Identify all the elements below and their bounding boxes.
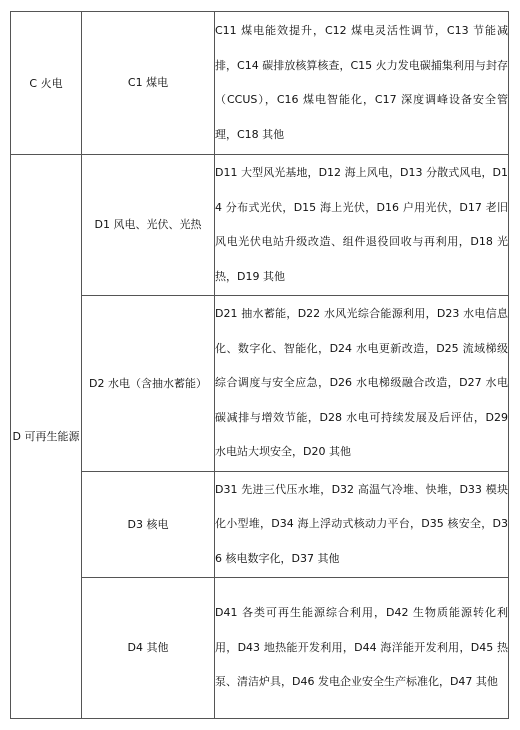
table-row-d4 [11,578,509,719]
subcategory-cell-c1: C1 煤电 [82,12,215,155]
description-cell-d2: D21 抽水蓄能，D22 水风光综合能源利用，D23 水电信息化、数字化、智能化，D24 水电更新改造，D25 流域梯级综合调度与安全应急，D26 水电梯级融合改造，D27 水电碳减排与增效节能，D28 水电可持续发展及后评估，D29 水电站大坝安全，D20 其他 [215,296,509,472]
table-row-d2 [11,296,509,472]
description-cell-d3: D31 先进三代压水堆，D32 高温气冷堆、快堆，D33 模块化小型堆，D34 海上浮动式核动力平台，D35 核安全，D36 核电数字化，D37 其他 [215,472,509,578]
description-cell-d4: D41 各类可再生能源综合利用，D42 生物质能源转化利用，D43 地热能开发利用，D44 海洋能开发利用，D45 热泵、清洁炉具，D46 发电企业安全生产标准化，D47 其他 [215,578,509,719]
category-cell-c: C 火电 [11,12,82,155]
subcategory-cell-d2: D2 水电（含抽水蓄能） [82,296,215,472]
description-cell-c1: C11 煤电能效提升，C12 煤电灵活性调节，C13 节能减排，C14 碳排放核算核查，C15 火力发电碳捕集利用与封存（CCUS），C16 煤电智能化，C17 深度调峰设备安全管理，C18 其他 [215,12,509,155]
subcategory-cell-d4: D4 其他 [82,578,215,719]
energy-category-table [10,11,509,719]
description-cell-d1: D11 大型风光基地，D12 海上风电，D13 分散式风电，D14 分布式光伏，D15 海上光伏，D16 户用光伏，D17 老旧风电光伏电站升级改造、组件退役回收与再利用，D18 光热，D19 其他 [215,155,509,296]
subcategory-cell-d3: D3 核电 [82,472,215,578]
table-row-d1 [11,155,509,296]
table-row-d3 [11,472,509,578]
table-row-c1 [11,12,509,155]
subcategory-cell-d1: D1 风电、光伏、光热 [82,155,215,296]
category-cell-d: D 可再生能源 [11,155,82,719]
